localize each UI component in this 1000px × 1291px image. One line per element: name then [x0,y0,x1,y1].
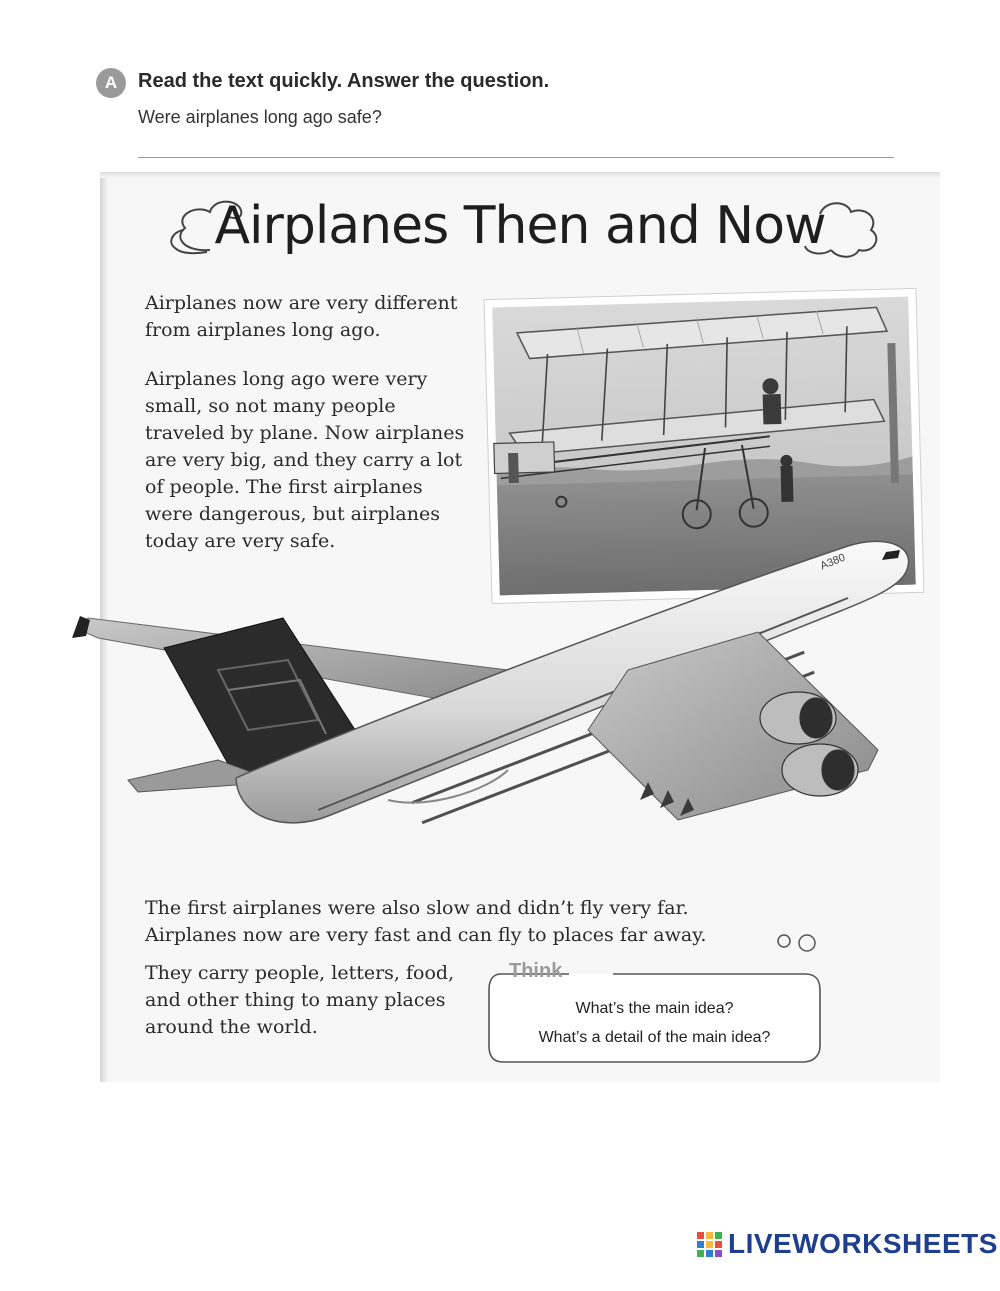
exercise-badge: A [96,68,126,98]
paragraph-cargo: They carry people, letters, food, and other thing to many places around the world. [145,962,455,1038]
paragraph-speed: The first airplanes were also slow and didn’t fly very far. Airplanes now are very fast and can fly to places far away. [145,897,707,946]
thought-dots [776,932,826,956]
article-title: Airplanes Then and Now [214,196,826,256]
paragraph-intro: Airplanes now are very different from airplanes long ago. [145,292,458,341]
exercise-question: Were airplanes long ago safe? [138,107,382,127]
think-label: Think [509,960,563,982]
paragraph-then-now: Airplanes long ago were very small, so not many people traveled by plane. Now airplanes are very big, and they carry a lot of people. The first airplanes were dangerous, but airplanes today are very safe. [145,368,465,552]
a380-jet-image [68,520,938,860]
think-question-main-idea: What’s the main idea? [575,1000,734,1017]
answer-line[interactable] [138,157,894,158]
jet-fuselage-label: A380 [818,551,848,573]
panel-shadow-top [100,172,940,178]
logo-text: LIVEWORKSHEETS [728,1228,998,1259]
liveworksheets-logo[interactable] [697,1228,998,1260]
exercise-instruction: Read the text quickly. Answer the question. [138,70,550,92]
think-question-detail: What’s a detail of the main idea? [538,1029,771,1046]
logo-grid-icon [697,1232,722,1257]
